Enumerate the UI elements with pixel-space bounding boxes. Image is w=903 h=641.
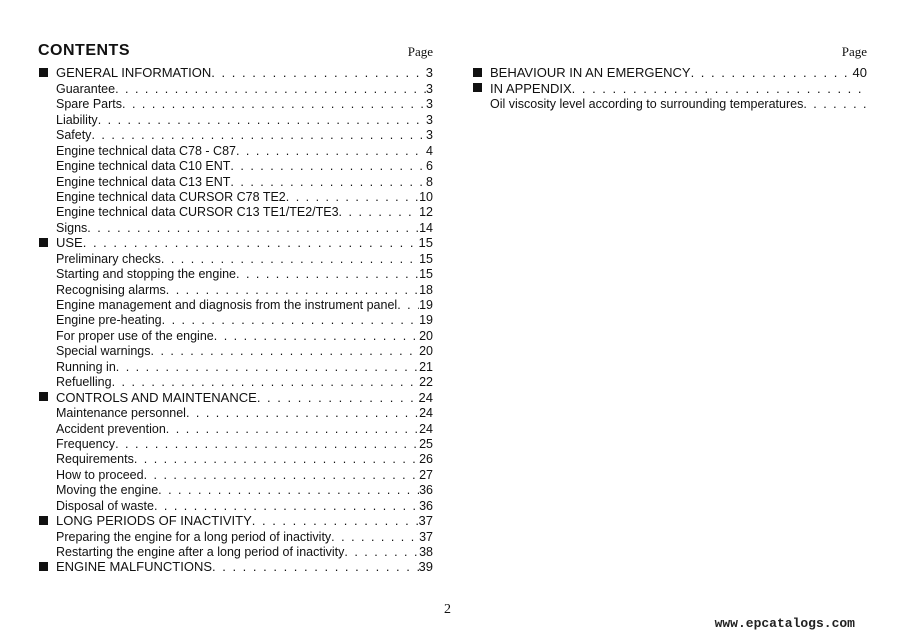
toc-entry[interactable] (38, 281, 433, 296)
toc-entry-label: Signs (56, 220, 88, 235)
toc-entry[interactable] (38, 466, 433, 481)
toc-page-number: 25 (419, 436, 433, 451)
toc-page-number: 14 (419, 220, 433, 235)
toc-page-number: 8 (426, 174, 433, 189)
toc-entry[interactable] (38, 374, 433, 389)
toc-page-number: 15 (419, 267, 433, 282)
dot-leader (236, 267, 419, 281)
square-bullet-icon (39, 516, 48, 525)
toc-page-number: 36 (419, 498, 433, 513)
contents-header-right (472, 40, 867, 65)
toc-entry[interactable] (38, 189, 433, 204)
dot-leader (116, 360, 419, 374)
toc-entry-label: Engine technical data CURSOR C13 TE1/TE2/TE3 (56, 205, 339, 220)
toc-page-number: 22 (419, 375, 433, 390)
dot-leader (252, 514, 419, 528)
toc-entry-label: CONTROLS AND MAINTENANCE (56, 389, 257, 405)
toc-entry[interactable] (38, 544, 433, 559)
dot-leader (158, 483, 419, 497)
toc-page-number: 6 (426, 159, 433, 174)
dot-leader (230, 159, 426, 173)
toc-entry[interactable] (38, 204, 433, 219)
dot-leader (186, 406, 419, 420)
toc-list-left (38, 65, 433, 574)
dot-leader (91, 128, 426, 142)
toc-page-number: 26 (419, 452, 433, 467)
toc-page-number: 27 (419, 467, 433, 482)
toc-page-number: 3 (425, 65, 433, 81)
dot-leader (122, 97, 426, 111)
toc-entry-label: Engine technical data CURSOR C78 TE2 (56, 189, 286, 204)
toc-entry[interactable] (38, 173, 433, 188)
toc-page-number: 12 (419, 205, 433, 220)
toc-entry-label: Engine management and diagnosis from the instrument panel (56, 298, 398, 312)
dot-leader (112, 375, 420, 389)
dot-leader (572, 82, 867, 96)
toc-section-entry[interactable] (38, 513, 433, 528)
toc-page-number: 15 (418, 235, 433, 251)
dot-leader (166, 283, 419, 297)
toc-entry-label: Preparing the engine for a long period of inactivity (56, 529, 332, 544)
toc-section-entry[interactable] (472, 80, 867, 95)
square-bullet-icon (39, 562, 48, 571)
toc-entry[interactable] (38, 451, 433, 466)
toc-entry-label: LONG PERIODS OF INACTIVITY (56, 513, 252, 529)
toc-entry[interactable] (38, 343, 433, 358)
toc-entry-label: Accident prevention (56, 421, 166, 436)
toc-entry-label: Restarting the engine after a long period of inactivity (56, 545, 345, 559)
dot-leader (331, 530, 419, 544)
square-bullet-icon (39, 238, 48, 247)
toc-page-number: 24 (419, 421, 433, 436)
toc-entry[interactable] (38, 80, 433, 95)
toc-entry-label: Spare Parts (56, 97, 123, 112)
toc-entry-label: Safety (56, 128, 92, 143)
toc-page-number: 37 (419, 529, 433, 544)
toc-page-number: 24 (419, 406, 433, 421)
toc-page-number: 37 (418, 513, 433, 529)
toc-entry[interactable] (38, 327, 433, 342)
toc-entry-label: Oil viscosity level according to surrounding temperatures (490, 97, 804, 112)
contents-left-column (38, 40, 433, 574)
dot-leader (214, 329, 419, 343)
dot-leader (236, 144, 426, 158)
dot-leader (87, 221, 419, 235)
toc-entry-label: Running in (56, 359, 116, 374)
toc-entry[interactable] (38, 312, 433, 327)
toc-page-number: 24 (418, 389, 433, 405)
toc-page-number: 36 (419, 483, 433, 498)
dot-leader (115, 437, 419, 451)
toc-entry[interactable] (38, 358, 433, 373)
dot-leader (98, 113, 426, 127)
toc-page-number: 19 (419, 313, 433, 328)
square-bullet-icon (473, 83, 482, 92)
toc-entry-label: Disposal of waste (56, 498, 154, 513)
contents-header (38, 40, 433, 65)
toc-entry-label: Liability (56, 112, 98, 127)
toc-page-number: 20 (419, 344, 433, 359)
dot-leader (161, 252, 419, 266)
dot-leader (257, 391, 419, 405)
toc-entry-label: BEHAVIOUR IN AN EMERGENCY (490, 65, 691, 81)
page-number: 2 (444, 602, 451, 617)
toc-entry-label: Maintenance personnel (56, 406, 186, 421)
toc-entry[interactable] (38, 96, 433, 111)
toc-page-number: 3 (426, 128, 433, 143)
watermark: www.epcatalogs.com (714, 616, 855, 631)
toc-section-entry[interactable] (38, 65, 433, 80)
toc-entry[interactable] (38, 142, 433, 157)
toc-page-number: 39 (418, 559, 433, 575)
toc-entry[interactable] (38, 482, 433, 497)
contents-heading: CONTENTS (38, 42, 130, 59)
toc-entry-label: Special warnings (56, 344, 151, 359)
toc-entry-label: Engine pre-heating (56, 313, 162, 328)
toc-page-number: 3 (426, 97, 433, 112)
toc-entry[interactable] (38, 158, 433, 173)
toc-entry[interactable] (38, 127, 433, 142)
toc-page-number: 3 (426, 81, 433, 96)
toc-entry[interactable] (38, 297, 433, 312)
dot-leader (151, 344, 420, 358)
toc-entry-label: GENERAL INFORMATION (56, 65, 212, 81)
toc-page-number: 19 (419, 298, 433, 312)
dot-leader (166, 422, 419, 436)
square-bullet-icon (473, 68, 482, 77)
toc-entry[interactable] (38, 266, 433, 281)
toc-page-number: 10 (419, 189, 433, 204)
dot-leader (134, 452, 419, 466)
toc-entry[interactable] (38, 250, 433, 265)
toc-section-entry[interactable] (472, 65, 867, 80)
toc-entry-label: How to proceed (56, 467, 144, 482)
toc-entry-label: Starting and stopping the engine (56, 267, 236, 282)
toc-entry[interactable] (38, 436, 433, 451)
toc-entry-label: Engine technical data C10 ENT (56, 159, 231, 174)
page-column-label: Page (407, 44, 433, 59)
toc-entry-label: Guarantee (56, 81, 116, 96)
dot-leader (212, 560, 419, 574)
toc-entry-label: IN APPENDIX (490, 80, 572, 96)
toc-page-number: 40 (852, 65, 867, 81)
dot-leader (144, 468, 420, 482)
dot-leader (162, 313, 419, 327)
toc-page-number: 3 (426, 112, 433, 127)
dot-leader (154, 499, 419, 513)
toc-section-entry[interactable] (38, 235, 433, 250)
dot-leader (230, 175, 426, 189)
toc-entry[interactable] (38, 405, 433, 420)
dot-leader (803, 97, 867, 111)
square-bullet-icon (39, 392, 48, 401)
toc-entry-label: Engine technical data C13 ENT (56, 174, 231, 189)
toc-entry[interactable] (38, 497, 433, 512)
toc-entry-label: ENGINE MALFUNCTIONS (56, 559, 213, 575)
toc-section-entry[interactable] (38, 389, 433, 404)
toc-section-entry[interactable] (38, 559, 433, 574)
contents-right-column (472, 40, 867, 111)
toc-page-number: 21 (419, 359, 433, 374)
toc-page-number: 15 (419, 251, 433, 266)
toc-entry[interactable] (38, 111, 433, 126)
toc-entry-label: Recognising alarms (56, 282, 166, 297)
dot-leader (691, 66, 853, 80)
square-bullet-icon (39, 68, 48, 77)
dot-leader (286, 190, 419, 204)
toc-entry[interactable] (38, 528, 433, 543)
toc-entry-label: Preliminary checks (56, 251, 161, 266)
toc-entry-label: Engine technical data C78 - C87 (56, 143, 236, 158)
dot-leader (83, 236, 419, 250)
toc-page-number: 18 (419, 282, 433, 297)
dot-leader (339, 205, 420, 219)
toc-entry-label: Refuelling (56, 375, 112, 390)
page-column-label-right: Page (841, 44, 867, 59)
toc-page-number: 20 (419, 328, 433, 343)
dot-leader (211, 66, 425, 80)
toc-entry-label: USE (56, 235, 83, 251)
toc-page-number: 38 (419, 545, 433, 559)
dot-leader (115, 82, 426, 96)
toc-entry[interactable] (38, 219, 433, 234)
toc-entry-label: For proper use of the engine (56, 328, 214, 343)
toc-entry-label: Moving the engine (56, 483, 159, 498)
toc-list-right (472, 65, 867, 111)
toc-entry-label: Frequency (56, 436, 116, 451)
toc-page-number: 4 (426, 143, 433, 158)
dot-leader (344, 545, 419, 559)
dot-leader (397, 298, 419, 312)
toc-entry[interactable] (38, 420, 433, 435)
toc-entry-label: Requirements (56, 452, 134, 467)
toc-entry[interactable] (472, 96, 867, 111)
